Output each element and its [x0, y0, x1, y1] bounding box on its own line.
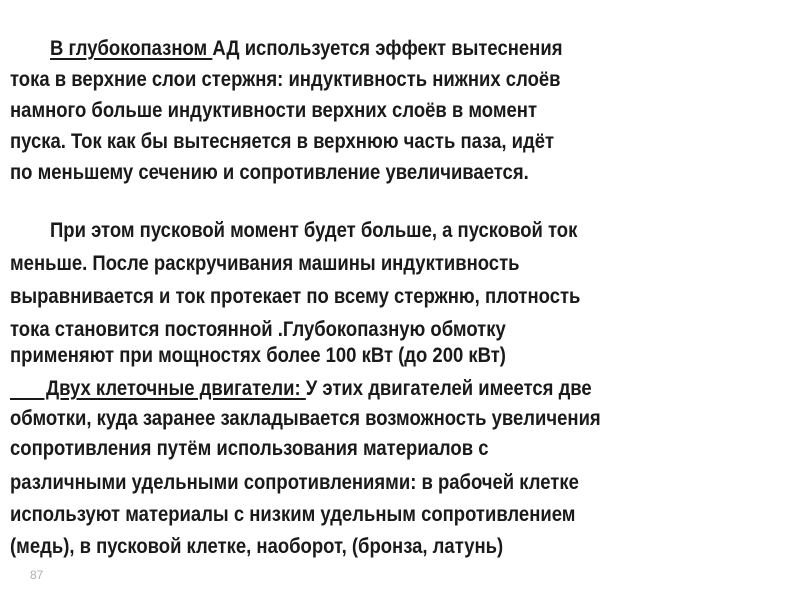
p1-line-2: тока в верхние слои стержня: индуктивность нижних слоёв — [10, 68, 561, 91]
p3-line-1-text: У этих двигателей имеется две — [305, 377, 592, 400]
p3-line-4: различными удельными сопротивлениями: в рабочей клетке — [10, 471, 579, 494]
p3-line-2: обмотки, куда заранее закладывается возможность увеличения — [10, 407, 601, 430]
p1-line-4: пуска. Ток как бы вытесняется в верхнюю часть паза, идёт — [10, 130, 555, 153]
p3-line-6: (медь), в пусковой клетке, наоборот, (бронза, латунь) — [10, 535, 504, 558]
p3-line-3: сопротивления путём использования материалов с — [10, 437, 489, 460]
page-number: 87 — [30, 568, 44, 582]
p1-line-5: по меньшему сечению и сопротивление увеличивается. — [10, 161, 529, 184]
p2-line-3: выравнивается и ток протекает по всему стержню, плотность — [10, 285, 581, 308]
p1-heading: В глубокопазном — [50, 37, 213, 60]
p2-line-5: применяют при мощностях более 100 кВт (до 200 кВт) — [10, 344, 506, 367]
p1-line-3: намного больше индуктивности верхних слоёв в момент — [10, 99, 538, 122]
p3-heading: Двух клеточные двигатели: — [10, 377, 306, 400]
p3-line-1 — [10, 376, 592, 402]
p1-line-1-text: АД используется эффект вытеснения — [212, 37, 563, 60]
p1-line-1 — [50, 36, 562, 62]
p2-line-4: тока становится постоянной .Глубокопазную обмотку — [10, 318, 506, 341]
p2-line-2: меньше. После раскручивания машины индуктивность — [10, 252, 520, 275]
p2-line-1: При этом пусковой момент будет больше, а пусковой ток — [50, 219, 578, 242]
p3-line-5: используют материалы с низким удельным сопротивлением — [10, 503, 576, 526]
